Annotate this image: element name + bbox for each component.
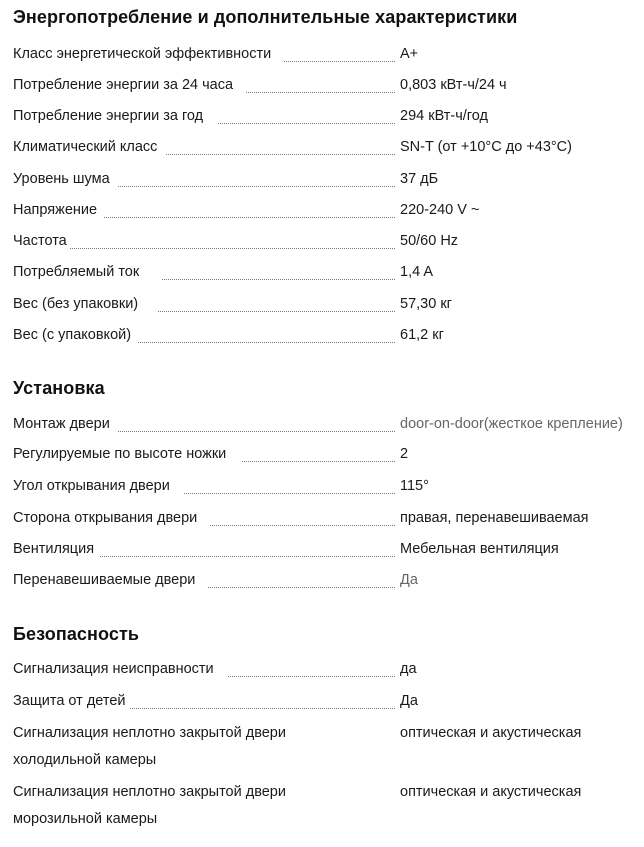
spec-value: SN-T (от +10°C до +43°C) — [400, 139, 572, 155]
spec-label: Угол открывания двери — [13, 478, 170, 494]
dotted-leader — [130, 708, 395, 709]
spec-label: Перенавешиваемые двери — [13, 572, 196, 588]
spec-label: Защита от детей — [13, 693, 126, 709]
spec-label: Сторона открывания двери — [13, 510, 198, 526]
spec-value: door-on-door(жесткое крепление) — [400, 416, 623, 432]
spec-value: 0,803 кВт-ч/24 ч — [400, 77, 507, 93]
spec-value: 294 кВт-ч/год — [400, 108, 488, 124]
spec-label: Частота — [13, 233, 67, 249]
dotted-leader — [210, 525, 395, 526]
spec-value: 50/60 Hz — [400, 233, 459, 249]
spec-label: Регулируемые по высоте ножки — [13, 446, 227, 462]
spec-value: 57,30 кг — [400, 296, 452, 312]
spec-label: Вентиляция — [13, 541, 95, 557]
spec-label: Уровень шума — [13, 171, 110, 187]
spec-label: Напряжение — [13, 202, 98, 218]
spec-value: 61,2 кг — [400, 327, 444, 343]
dotted-leader — [118, 186, 395, 187]
dotted-leader — [284, 61, 395, 62]
spec-label: Потребление энергии за год — [13, 108, 204, 124]
spec-label: Вес (с упаковкой) — [13, 327, 132, 343]
section-title-safety: Безопасность — [13, 624, 140, 644]
spec-value: да — [400, 661, 417, 677]
dotted-leader — [100, 556, 395, 557]
section-title-installation: Установка — [13, 378, 105, 398]
dotted-leader — [70, 248, 395, 249]
dotted-leader — [218, 123, 395, 124]
spec-label: Класс энергетической эффективности — [13, 46, 272, 62]
dotted-leader — [166, 154, 395, 155]
dotted-leader — [228, 676, 395, 677]
spec-value: Мебельная вентиляция — [400, 541, 559, 557]
spec-value: 37 дБ — [400, 171, 439, 187]
spec-value: оптическая и акустическая — [400, 725, 582, 741]
section-title-energy: Энергопотребление и дополнительные характеристики — [13, 7, 518, 27]
spec-label: Сигнализация неплотно закрытой двери морозильной камеры — [13, 784, 286, 827]
spec-value: A+ — [400, 46, 419, 62]
dotted-leader — [138, 342, 395, 343]
spec-value: 2 — [400, 446, 409, 462]
spec-value: правая, перенавешиваемая — [400, 510, 589, 526]
dotted-leader — [158, 311, 395, 312]
dotted-leader — [118, 431, 395, 432]
dotted-leader — [208, 587, 395, 588]
spec-label: Потребляемый ток — [13, 264, 140, 280]
spec-label: Вес (без упаковки) — [13, 296, 139, 312]
spec-value: 220-240 V ~ — [400, 202, 480, 218]
spec-value: оптическая и акустическая — [400, 784, 582, 800]
spec-value: 115° — [400, 478, 429, 494]
dotted-leader — [184, 493, 395, 494]
spec-value: Да — [400, 572, 418, 588]
dotted-leader — [104, 217, 395, 218]
spec-label: Сигнализация неисправности — [13, 661, 214, 677]
spec-value: Да — [400, 693, 418, 709]
dotted-leader — [242, 461, 395, 462]
spec-label: Сигнализация неплотно закрытой двери холодильной камеры — [13, 725, 286, 768]
spec-label: Монтаж двери — [13, 416, 110, 432]
dotted-leader — [246, 92, 395, 93]
spec-label: Климатический класс — [13, 139, 158, 155]
spec-label: Потребление энергии за 24 часа — [13, 77, 234, 93]
spec-value: 1,4 A — [400, 264, 434, 280]
dotted-leader — [162, 279, 395, 280]
